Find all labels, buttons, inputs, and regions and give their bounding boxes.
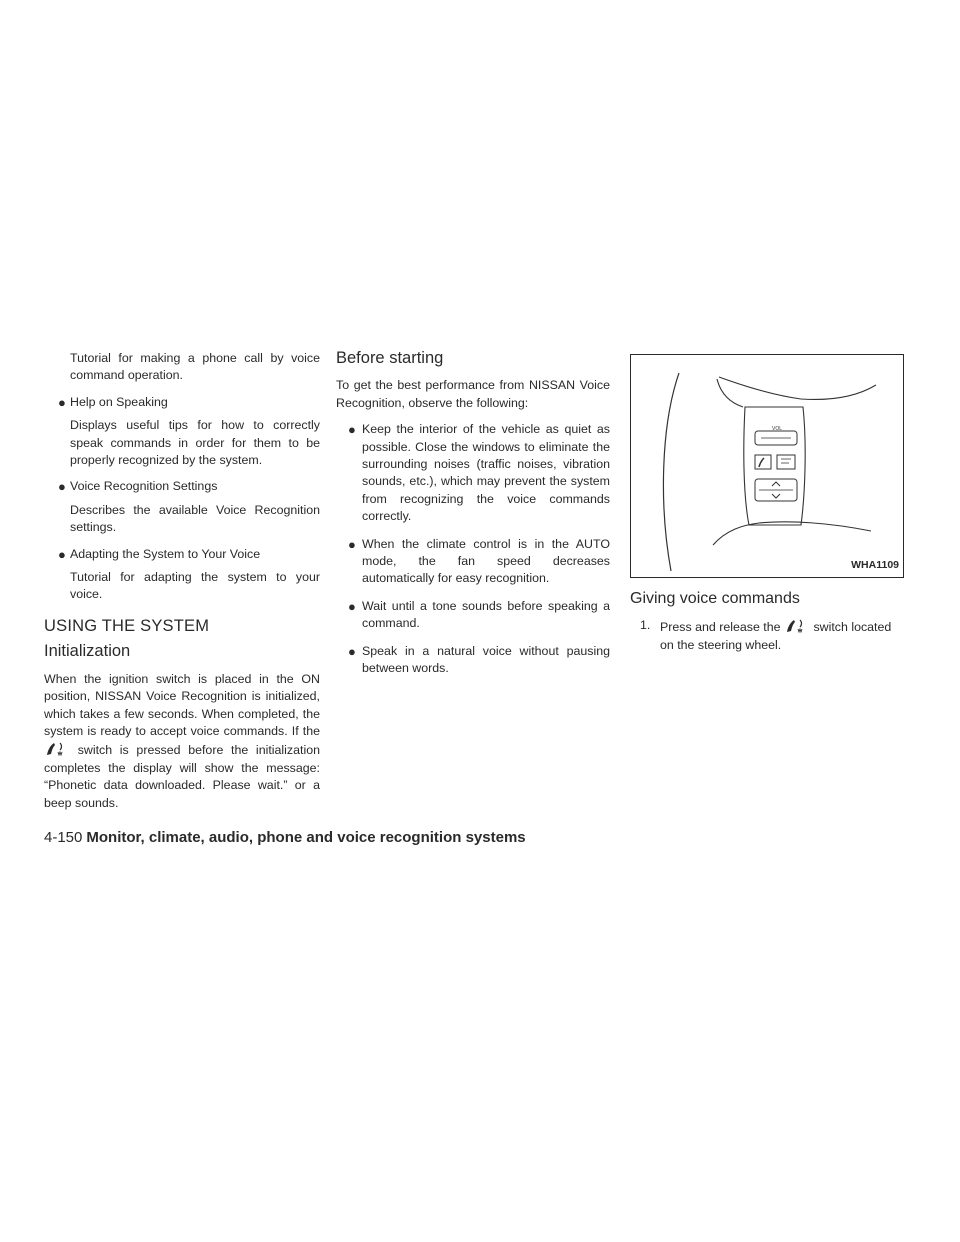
bullet-dot: ● — [348, 422, 356, 438]
tip-item — [336, 643, 610, 678]
steering-switch-figure — [630, 354, 904, 578]
bullet-dot: ● — [348, 643, 356, 659]
bullet-desc: Describes the available Voice Recognition settings. — [70, 502, 320, 535]
init-text-2: switch is pressed before the initialization completes the display will show the message: “Phonetic data downloaded. Please wait.” or a beep sounds. — [44, 743, 320, 810]
bullet-help-on-speaking — [44, 394, 320, 411]
init-text-1: When the ignition switch is placed in the ON position, NISSAN Voice Recognition is initialized, which takes a few seconds. When completed, the system is ready to accept voice commands. If the — [44, 671, 320, 738]
right-column — [630, 354, 906, 654]
step-number: 1. — [640, 618, 651, 633]
bullet-desc: Displays useful tips for how to correctly speak commands in order for them to be properly recognized by the system. — [70, 418, 320, 468]
step-text-2: switch located on the steering wheel. — [660, 620, 892, 652]
tip-item — [336, 536, 610, 588]
tip-text: When the climate control is in the AUTO mode, the fan speed decreases automatically for easy recognition. — [362, 536, 610, 586]
page-number: 4-150 — [44, 829, 83, 846]
section-title: USING THE SYSTEM — [44, 616, 210, 635]
tip-item — [336, 421, 610, 525]
talk-switch-icon — [44, 740, 70, 758]
bullet-desc: Tutorial for adapting the system to your voice. — [70, 570, 320, 602]
bullet-dot: ● — [58, 394, 66, 410]
before-starting-title: Before starting — [336, 349, 444, 367]
middle-column — [336, 350, 610, 688]
before-starting-intro: To get the best performance from NISSAN Voice Recognition, observe the following: — [336, 378, 610, 410]
tip-item — [336, 598, 610, 633]
bullet-voice-recognition-settings — [44, 478, 320, 495]
init-paragraph — [44, 671, 320, 812]
giving-voice-commands-title: Giving voice commands — [630, 590, 800, 607]
step-1 — [630, 617, 906, 654]
bullet-title: Help on Speaking — [70, 394, 168, 409]
bullet-title: Adapting the System to Your Voice — [70, 546, 261, 561]
bullet-dot: ● — [348, 536, 356, 552]
bullet-title: Voice Recognition Settings — [70, 479, 218, 494]
bullet-dot: ● — [58, 546, 66, 562]
bullet-dot: ● — [58, 479, 66, 495]
left-column — [44, 350, 320, 821]
tip-text: Keep the interior of the vehicle as quiet as possible. Close the windows to eliminate the surrounding noises (traffic noises, vibration sounds, etc.), which may prevent the system from recognizing the voice commands correctly. — [362, 422, 610, 524]
figure-label: WHA1109 — [851, 558, 899, 571]
bullet-dot: ● — [348, 598, 356, 614]
subsection-title: Initialization — [44, 642, 131, 661]
tip-text: Wait until a tone sounds before speaking a command. — [362, 598, 610, 631]
steering-wheel-illustration — [631, 355, 905, 579]
page-footer — [44, 829, 526, 846]
talk-switch-icon — [784, 617, 810, 635]
tip-text: Speak in a natural voice without pausing between words. — [362, 643, 610, 676]
chapter-title: Monitor, climate, audio, phone and voice recognition systems — [86, 829, 526, 846]
tutorial-phone-desc: Tutorial for making a phone call by voice command operation. — [70, 351, 320, 383]
bullet-adapting-system — [44, 546, 320, 563]
vol-label: VOL — [772, 426, 783, 432]
step-text-1: Press and release the — [660, 620, 781, 635]
